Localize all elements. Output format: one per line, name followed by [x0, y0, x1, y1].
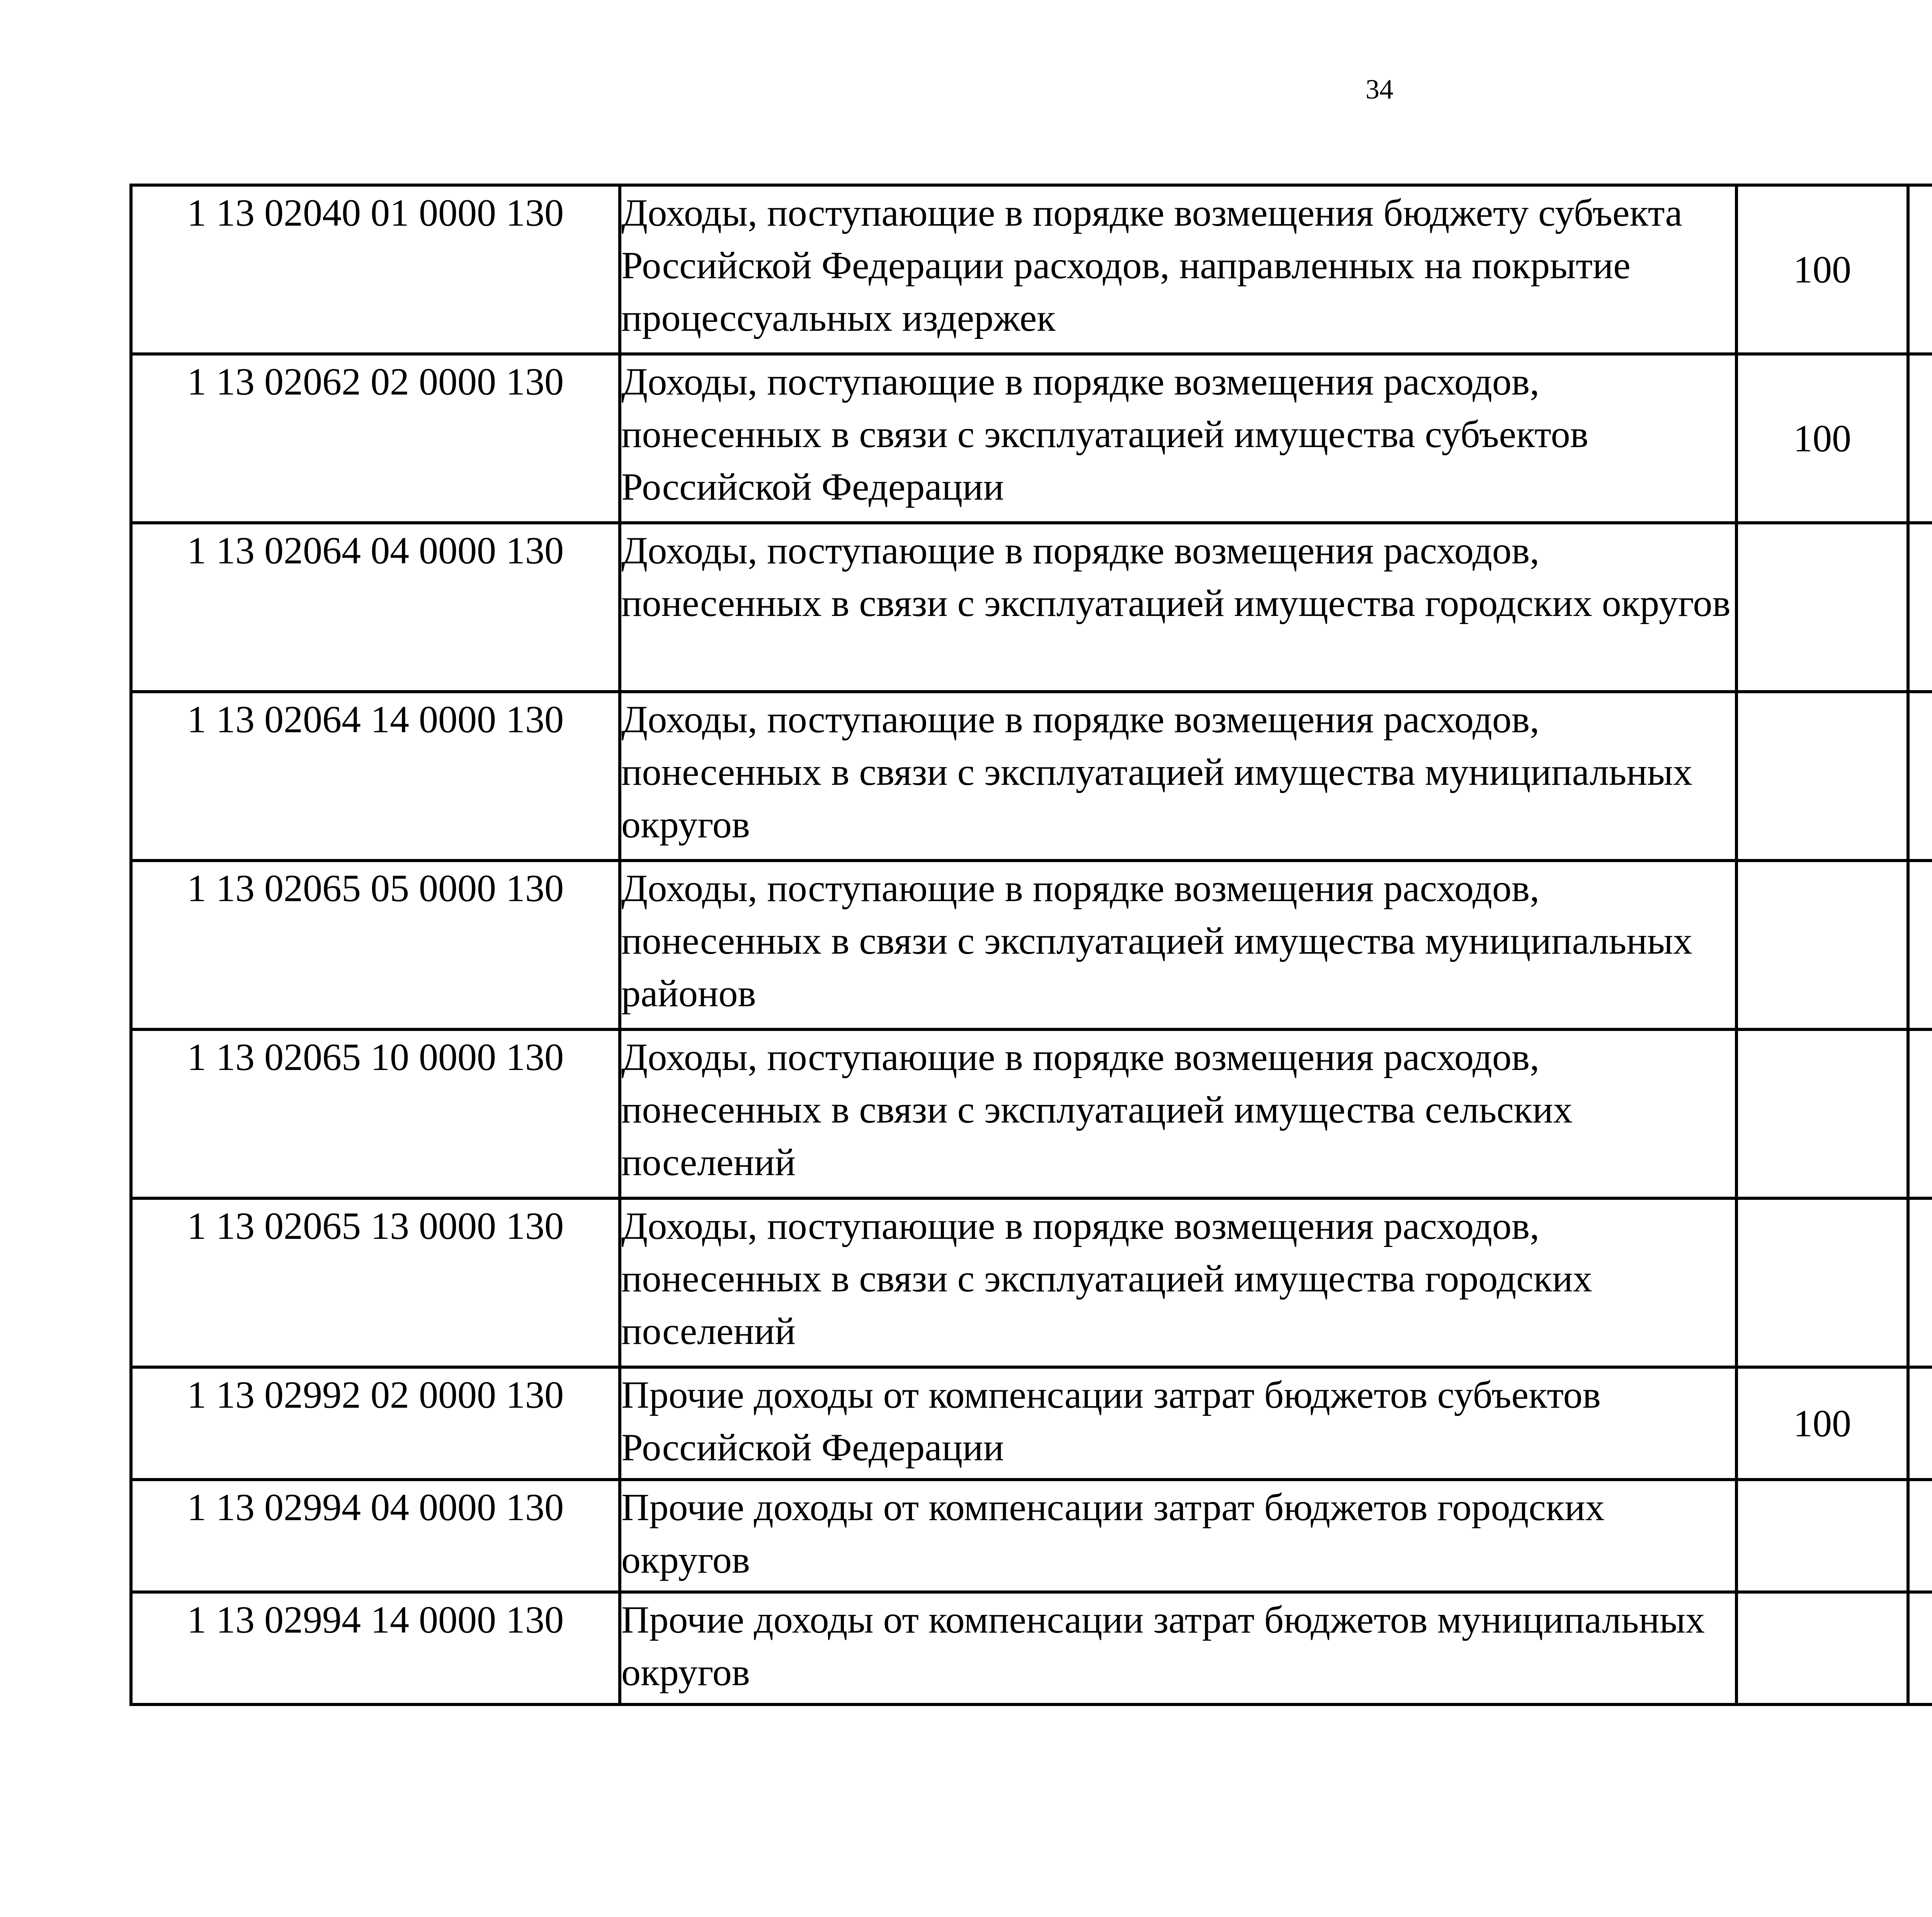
- table-row: [131, 523, 1932, 692]
- share-value-col-1: 100: [1736, 354, 1908, 523]
- share-value-col-1: [1736, 1592, 1908, 1704]
- share-value-col-2: [1908, 1592, 1932, 1704]
- table-row: [131, 1029, 1932, 1198]
- revenue-description: Доходы, поступающие в порядке возмещения бюджету субъекта Российской Федерации расходов, направленных на покрытие процессуальных издержек: [620, 185, 1736, 354]
- revenue-description: Доходы, поступающие в порядке возмещения расходов, понесенных в связи с эксплуатацией имущества муниципальных округов: [620, 692, 1736, 861]
- revenue-description: Доходы, поступающие в порядке возмещения расходов, понесенных в связи с эксплуатацией имущества городских поселений: [620, 1198, 1736, 1367]
- budget-classification-code: 1 13 02064 14 0000 130: [131, 692, 620, 861]
- budget-classification-code: 1 13 02992 02 0000 130: [131, 1367, 620, 1480]
- share-value-col-2: [1908, 1198, 1932, 1367]
- share-value-col-2: [1908, 692, 1932, 861]
- share-value-col-1: [1736, 861, 1908, 1029]
- table-row: [131, 354, 1932, 523]
- budget-classification-code: 1 13 02994 14 0000 130: [131, 1592, 620, 1704]
- table-row: [131, 1198, 1932, 1367]
- revenue-description: Прочие доходы от компенсации затрат бюджетов городских округов: [620, 1480, 1736, 1592]
- table-row: [131, 692, 1932, 861]
- page-number: 34: [1366, 74, 1393, 105]
- share-value-col-1: 100: [1736, 1367, 1908, 1480]
- table-row: [131, 1480, 1932, 1592]
- revenue-description: Доходы, поступающие в порядке возмещения расходов, понесенных в связи с эксплуатацией имущества муниципальных районов: [620, 861, 1736, 1029]
- share-value-col-2: [1908, 1480, 1932, 1592]
- share-value-col-1: [1736, 1029, 1908, 1198]
- revenue-description: Прочие доходы от компенсации затрат бюджетов субъектов Российской Федерации: [620, 1367, 1736, 1480]
- share-value-col-2: [1908, 523, 1932, 692]
- table-row: [131, 185, 1932, 354]
- revenue-description: Доходы, поступающие в порядке возмещения расходов, понесенных в связи с эксплуатацией имущества сельских поселений: [620, 1029, 1736, 1198]
- revenue-description: Прочие доходы от компенсации затрат бюджетов муниципальных округов: [620, 1592, 1736, 1704]
- share-value-col-1: 100: [1736, 185, 1908, 354]
- share-value-col-1: [1736, 1480, 1908, 1592]
- revenue-description: Доходы, поступающие в порядке возмещения расходов, понесенных в связи с эксплуатацией имущества городских округов: [620, 523, 1736, 692]
- share-value-col-1: [1736, 692, 1908, 861]
- share-value-col-2: [1908, 1367, 1932, 1480]
- budget-classification-code: 1 13 02064 04 0000 130: [131, 523, 620, 692]
- budget-classification-code: 1 13 02065 05 0000 130: [131, 861, 620, 1029]
- budget-classification-code: 1 13 02994 04 0000 130: [131, 1480, 620, 1592]
- budget-classification-code: 1 13 02040 01 0000 130: [131, 185, 620, 354]
- table-row: [131, 1592, 1932, 1704]
- budget-classification-code: 1 13 02062 02 0000 130: [131, 354, 620, 523]
- share-value-col-2: [1908, 354, 1932, 523]
- revenue-description: Доходы, поступающие в порядке возмещения расходов, понесенных в связи с эксплуатацией имущества субъектов Российской Федерации: [620, 354, 1736, 523]
- revenue-distribution-table: [129, 184, 1932, 1706]
- share-value-col-1: [1736, 1198, 1908, 1367]
- table-row: [131, 1367, 1932, 1480]
- share-value-col-2: [1908, 185, 1932, 354]
- table-row: [131, 861, 1932, 1029]
- budget-classification-code: 1 13 02065 10 0000 130: [131, 1029, 620, 1198]
- share-value-col-1: [1736, 523, 1908, 692]
- share-value-col-2: [1908, 1029, 1932, 1198]
- share-value-col-2: [1908, 861, 1932, 1029]
- budget-classification-code: 1 13 02065 13 0000 130: [131, 1198, 620, 1367]
